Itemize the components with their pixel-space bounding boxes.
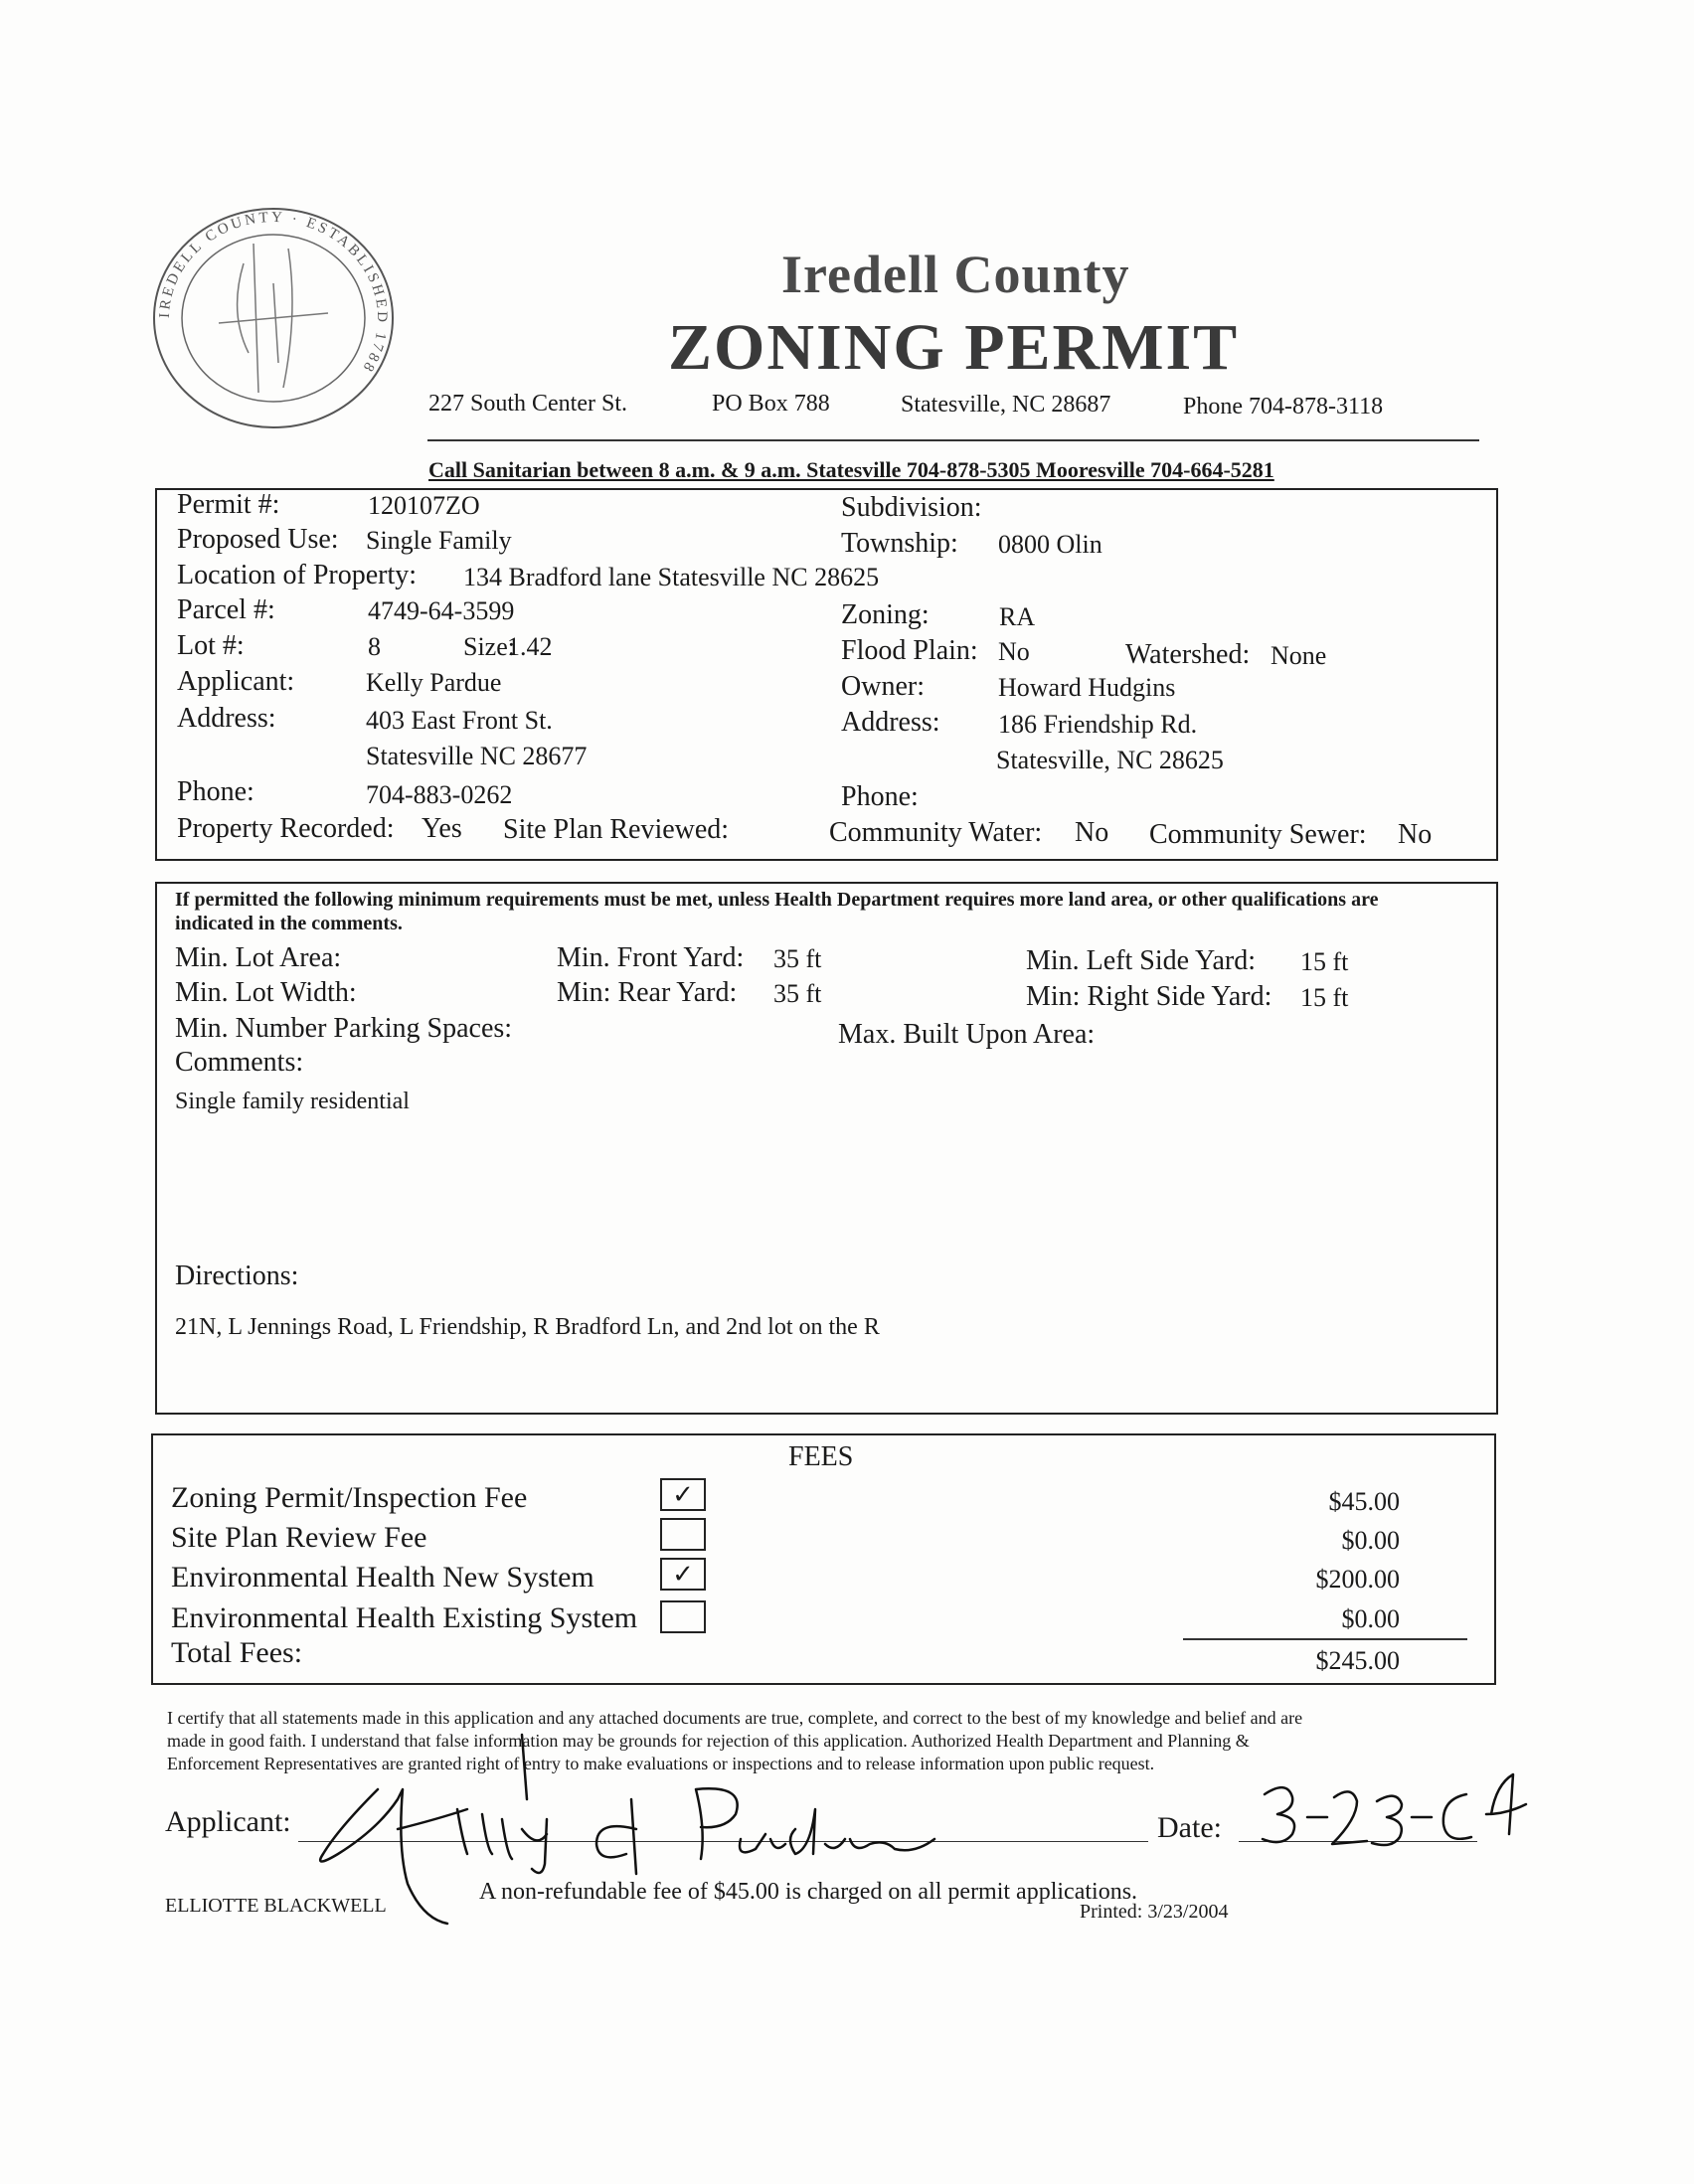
header-rule bbox=[427, 439, 1479, 441]
fee-label-zoning: Zoning Permit/Inspection Fee bbox=[171, 1481, 528, 1514]
township-label: Township: bbox=[841, 528, 958, 559]
lot-label: Lot #: bbox=[177, 630, 245, 661]
permit-info-box bbox=[155, 488, 1498, 861]
applicant-phone-label: Phone: bbox=[177, 776, 254, 807]
owner-address-label: Address: bbox=[841, 707, 940, 738]
community-sewer-value: No bbox=[1398, 819, 1433, 850]
zoning-value: RA bbox=[999, 602, 1036, 631]
location-value: 134 Bradford lane Statesville NC 28625 bbox=[463, 563, 880, 591]
proposed-use-value: Single Family bbox=[366, 526, 512, 555]
fee-notice: A non-refundable fee of $45.00 is charged on all permit applications. bbox=[479, 1879, 1138, 1905]
certification-line3: Enforcement Representatives are granted right of entry to make evaluations or inspections and to release information upon public request. bbox=[167, 1754, 1155, 1773]
seal-text: IREDELL COUNTY · ESTABLISHED 1788 bbox=[156, 209, 391, 377]
fee-label-env-new: Environmental Health New System bbox=[171, 1561, 594, 1594]
min-lot-area-label: Min. Lot Area: bbox=[175, 942, 342, 973]
min-lot-width-label: Min. Lot Width: bbox=[175, 977, 357, 1008]
requirements-intro: If permitted the following minimum requirements must be met, unless Health Department requires more land area, or other qualifications are indicated in the comments. bbox=[175, 889, 1379, 934]
permit-number-label: Permit #: bbox=[177, 489, 280, 520]
fee-checkbox-zoning[interactable]: ✓ bbox=[660, 1478, 706, 1511]
printed-date: Printed: 3/23/2004 bbox=[1080, 1901, 1229, 1923]
fee-amount-zoning: $45.00 bbox=[1328, 1487, 1400, 1516]
header-city: Statesville, NC 28687 bbox=[901, 392, 1111, 418]
fee-checkbox-env-existing[interactable] bbox=[660, 1600, 706, 1633]
proposed-use-label: Proposed Use: bbox=[177, 524, 339, 555]
owner-address-line2: Statesville, NC 28625 bbox=[996, 746, 1224, 774]
total-fees-amount: $245.00 bbox=[1315, 1646, 1400, 1675]
min-front-yard-label: Min. Front Yard: bbox=[557, 942, 745, 973]
issuer-name: ELLIOTTE BLACKWELL bbox=[165, 1895, 387, 1917]
size-label: Size: bbox=[463, 632, 515, 661]
lot-value: 8 bbox=[368, 632, 381, 661]
min-parking-label: Min. Number Parking Spaces: bbox=[175, 1013, 513, 1044]
directions-value: 21N, L Jennings Road, L Friendship, R Bradford Ln, and 2nd lot on the R bbox=[175, 1314, 880, 1340]
total-fees-label: Total Fees: bbox=[171, 1636, 303, 1669]
fee-amount-env-new: $200.00 bbox=[1315, 1565, 1400, 1594]
header-po-box: PO Box 788 bbox=[712, 391, 830, 417]
county-name: Iredell County bbox=[781, 245, 1130, 304]
min-left-side-yard-value: 15 ft bbox=[1300, 947, 1349, 976]
location-label: Location of Property: bbox=[177, 560, 418, 590]
certification-line2: made in good faith. I understand that false information may be grounds for rejection of this application. Authorized Health Department and Planning & bbox=[167, 1731, 1250, 1751]
property-recorded-label: Property Recorded: bbox=[177, 813, 395, 844]
fee-amount-site-plan: $0.00 bbox=[1341, 1526, 1400, 1555]
county-seal bbox=[149, 204, 398, 432]
zoning-label: Zoning: bbox=[841, 599, 930, 630]
community-water-label: Community Water: bbox=[829, 817, 1043, 848]
subdivision-label: Subdivision: bbox=[841, 492, 982, 523]
watershed-value: None bbox=[1270, 641, 1327, 670]
applicant-signature-label: Applicant: bbox=[165, 1805, 291, 1838]
min-front-yard-value: 35 ft bbox=[773, 944, 822, 973]
comments-value: Single family residential bbox=[175, 1089, 410, 1114]
applicant-label: Applicant: bbox=[177, 666, 295, 697]
date-label: Date: bbox=[1157, 1811, 1222, 1844]
header-phone: Phone 704-878-3118 bbox=[1183, 394, 1384, 420]
property-recorded-value: Yes bbox=[422, 813, 462, 844]
comments-label: Comments: bbox=[175, 1047, 304, 1078]
directions-label: Directions: bbox=[175, 1260, 299, 1291]
min-rear-yard-value: 35 ft bbox=[773, 979, 822, 1008]
owner-label: Owner: bbox=[841, 671, 925, 702]
max-built-upon-label: Max. Built Upon Area: bbox=[838, 1019, 1096, 1050]
community-sewer-label: Community Sewer: bbox=[1149, 819, 1367, 850]
sanitarian-note: Call Sanitarian between 8 a.m. & 9 a.m. Statesville 704-878-5305 Mooresville 704-664-5281 bbox=[428, 457, 1274, 482]
owner-address-line1: 186 Friendship Rd. bbox=[998, 710, 1198, 739]
size-value: 1.42 bbox=[507, 632, 553, 661]
permit-number: 120107ZO bbox=[368, 491, 480, 520]
fee-checkbox-env-new[interactable]: ✓ bbox=[660, 1558, 706, 1591]
parcel-label: Parcel #: bbox=[177, 594, 275, 625]
applicant-address-label: Address: bbox=[177, 703, 276, 734]
page-title: ZONING PERMIT bbox=[668, 311, 1240, 384]
fee-label-env-existing: Environmental Health Existing System bbox=[171, 1601, 638, 1634]
min-right-side-yard-label: Min: Right Side Yard: bbox=[1026, 981, 1272, 1012]
handwritten-date bbox=[1253, 1760, 1551, 1859]
applicant-value: Kelly Pardue bbox=[366, 668, 502, 697]
parcel-value: 4749-64-3599 bbox=[368, 596, 515, 625]
fee-amount-env-existing: $0.00 bbox=[1341, 1604, 1400, 1633]
flood-plain-value: No bbox=[998, 637, 1030, 666]
min-right-side-yard-value: 15 ft bbox=[1300, 983, 1349, 1012]
fee-label-site-plan: Site Plan Review Fee bbox=[171, 1521, 427, 1554]
applicant-address-line1: 403 East Front St. bbox=[366, 706, 553, 735]
community-water-value: No bbox=[1075, 817, 1109, 848]
header-street: 227 South Center St. bbox=[428, 391, 628, 417]
certification-line1: I certify that all statements made in this application and any attached documents are true, complete, and correct to the best of my knowledge and belief and are bbox=[167, 1708, 1303, 1728]
fee-total-rule bbox=[1183, 1638, 1467, 1640]
applicant-address-line2: Statesville NC 28677 bbox=[366, 742, 588, 770]
site-plan-reviewed-label: Site Plan Reviewed: bbox=[503, 814, 730, 845]
township-value: 0800 Olin bbox=[998, 530, 1102, 559]
min-rear-yard-label: Min: Rear Yard: bbox=[557, 977, 738, 1008]
fees-heading: FEES bbox=[788, 1441, 854, 1472]
flood-plain-label: Flood Plain: bbox=[841, 635, 978, 666]
fee-checkbox-site-plan[interactable] bbox=[660, 1518, 706, 1551]
owner-phone-label: Phone: bbox=[841, 781, 919, 812]
applicant-phone-value: 704-883-0262 bbox=[366, 780, 513, 809]
watershed-label: Watershed: bbox=[1125, 639, 1251, 670]
owner-value: Howard Hudgins bbox=[998, 673, 1176, 702]
min-left-side-yard-label: Min. Left Side Yard: bbox=[1026, 945, 1256, 976]
